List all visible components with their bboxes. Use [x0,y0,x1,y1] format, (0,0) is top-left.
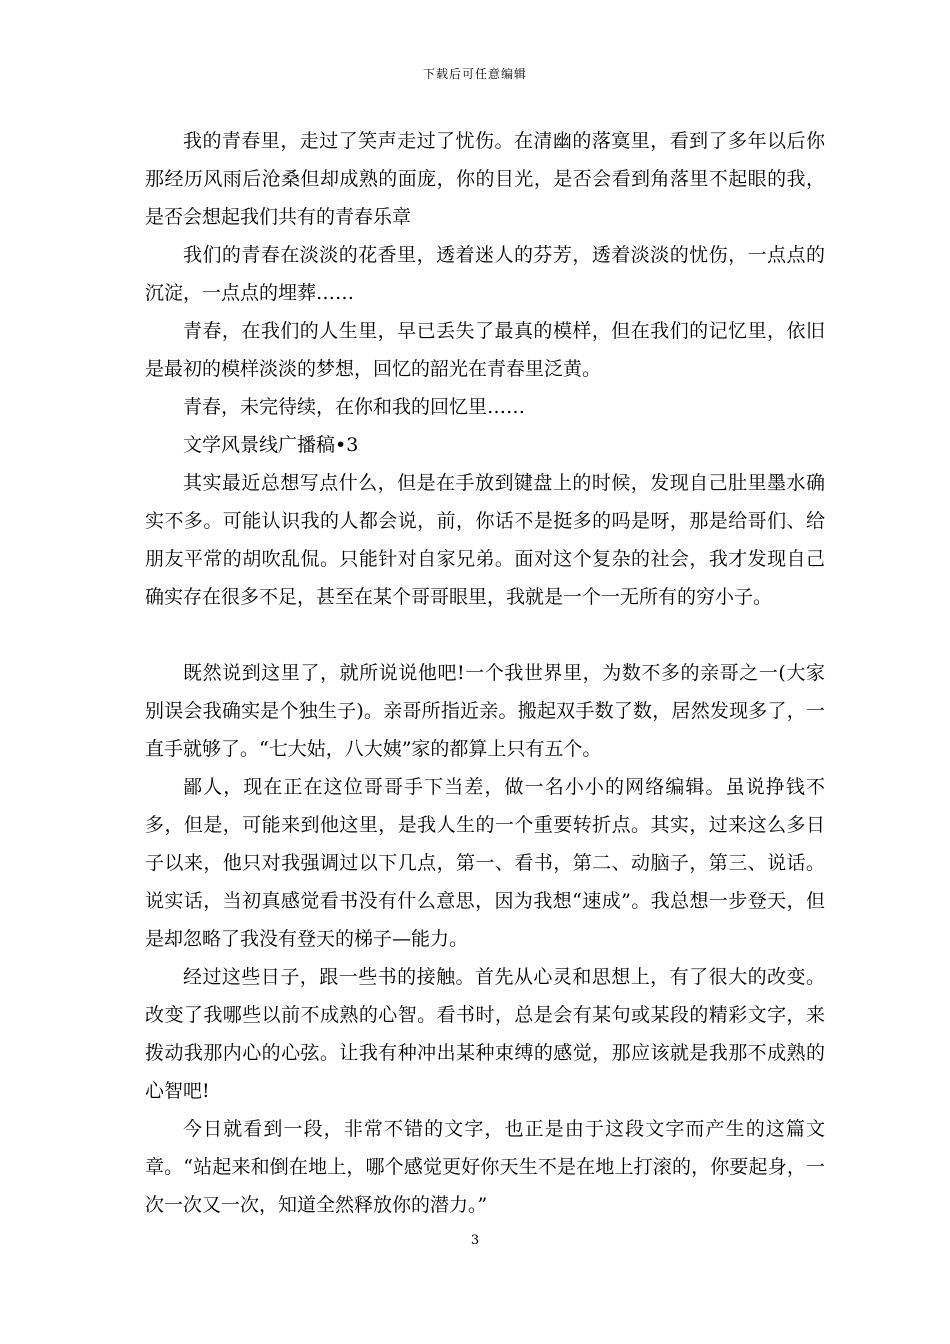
paragraph: 既然说到这里了，就所说说他吧!一个我世界里，为数不多的亲哥之一(大家别误会我确实是个独生子)。亲哥所指近亲。搬起双手数了数，居然发现多了，一直手就够了。“七大姑，八大姨”家的都算上只有五个。 [145,662,825,760]
paragraph: 青春，未完待续，在你和我的回忆里…… [183,396,526,418]
blank-line [145,616,825,654]
page-number: 3 [470,1233,480,1248]
paragraph: 鄙人，现在正在这位哥哥手下当差，做一名小小的网络编辑。虽说挣钱不多，但是，可能来到他这里，是我人生的一个重要转折点。其实，过来这么多日子以来，他只对我强调过以下几点，第一、看书，第二、动脑子，第三、说话。说实话，当初真感觉看书没有什么意思，因为我想“速成”。我总想一步登天，但是却忽略了我没有登天的梯子—能力。 [145,776,825,950]
paragraph: 其实最近总想写点什么，但是在手放到键盘上的时候，发现自己肚里墨水确实不多。可能认识我的人都会说，前，你话不是挺多的吗是呀，那是给哥们、给朋友平常的胡吹乱侃。只能针对自家兄弟。面对这个复杂的社会，我才发现自己确实存在很多不足，甚至在某个哥哥眼里，我就是一个一无所有的穷小子。 [145,472,825,608]
page-header: 下载后可任意编辑 [422,67,527,81]
paragraph: 今日就看到一段，非常不错的文字，也正是由于这段文字而产生的这篇文章。“站起来和倒在地上，哪个感觉更好你天生不是在地上打滚的，你要起身，一次一次又一次，知道全然释放你的潜力。” [145,1118,825,1216]
paragraph: 我们的青春在淡淡的花香里，透着迷人的芬芳，透着淡淡的忧伤，一点点的沉淀，一点点的埋葬…… [145,244,825,304]
paragraph: 青春，在我们的人生里，早已丢失了最真的模样，但在我们的记忆里，依旧是最初的模样淡淡的梦想，回忆的韶光在青春里泛黄。 [145,320,825,380]
section-title: 文学风景线广播稿•3 [183,434,359,456]
paragraph: 我的青春里，走过了笑声走过了忧伤。在清幽的落寞里，看到了多年以后你那经历风雨后沧桑但却成熟的面庞，你的目光，是否会看到角落里不起眼的我，是否会想起我们共有的青春乐章 [145,130,825,228]
document-body [145,122,825,1224]
paragraph: 经过这些日子，跟一些书的接触。首先从心灵和思想上，有了很大的改变。改变了我哪些以前不成熟的心智。看书时，总是会有某句或某段的精彩文字，来拨动我那内心的心弦。让我有种冲出某种束缚的感觉，那应该就是我那不成熟的心智吧! [145,966,825,1102]
